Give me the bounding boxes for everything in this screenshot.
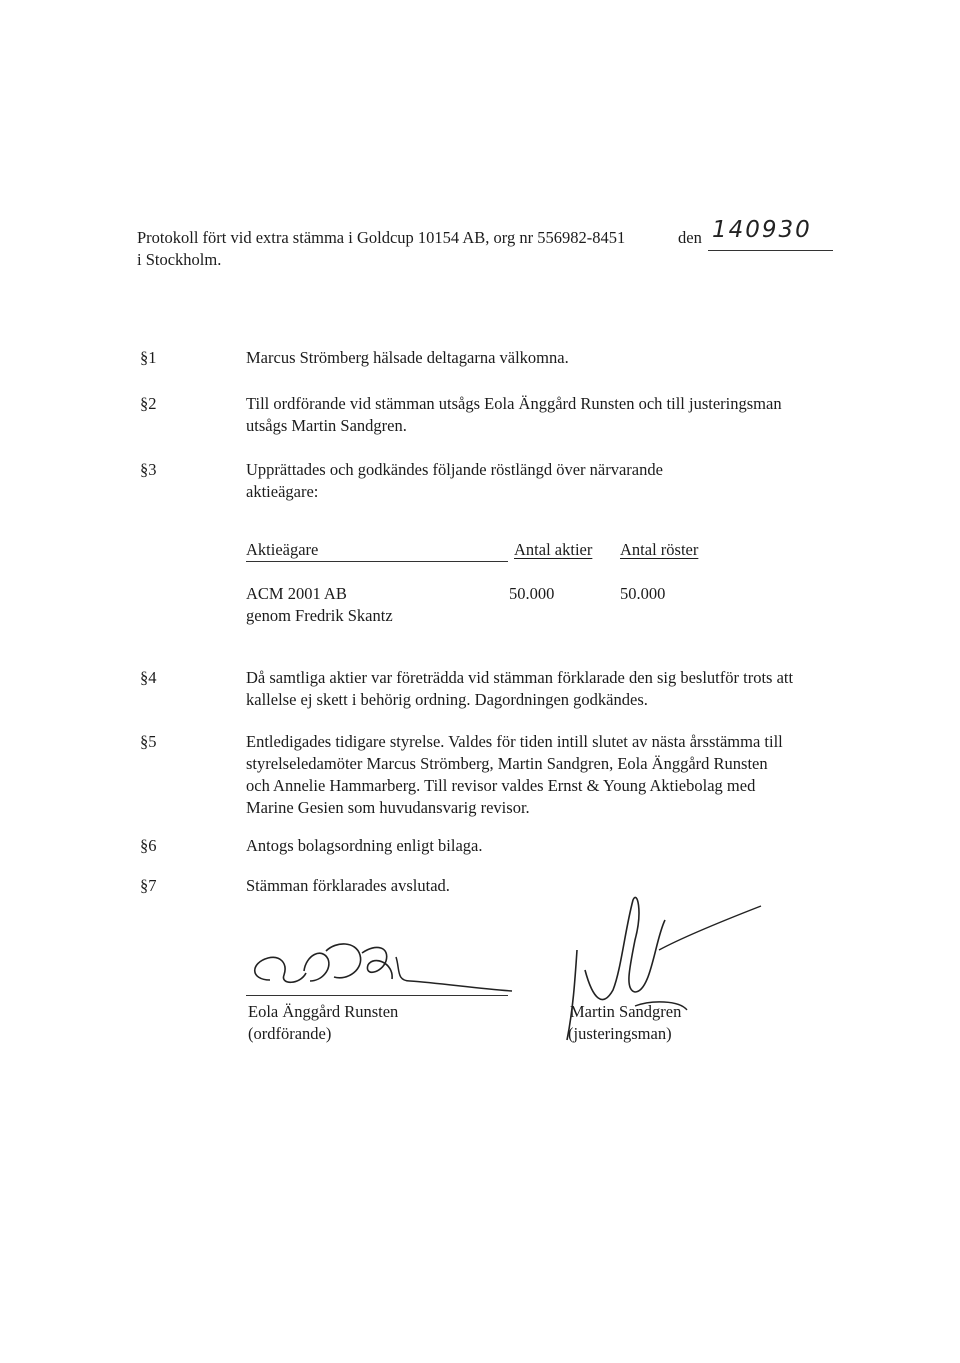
table-header-holder: Aktieägare <box>246 540 319 559</box>
section-text-line: Till ordförande vid stämman utsågs Eola Änggård Runsten och till justeringsman <box>246 394 782 413</box>
section-text-line: aktieägare: <box>246 482 319 501</box>
section-number: §5 <box>140 732 157 751</box>
section-text-line: Marcus Strömberg hälsade deltagarna välkomna. <box>246 348 569 367</box>
section-number: §4 <box>140 668 157 687</box>
section-text-line: Upprättades och godkändes följande röstlängd över närvarande <box>246 460 663 479</box>
table-header-shares: Antal aktier <box>514 540 593 559</box>
table-cell-holder-sub: genom Fredrik Skantz <box>246 606 393 625</box>
table-header-underline <box>246 561 508 562</box>
section-text-line: utsågs Martin Sandgren. <box>246 416 407 435</box>
section-text-line: styrelseledamöter Marcus Strömberg, Martin Sandgren, Eola Änggård Runsten <box>246 754 768 773</box>
section-text-line: och Annelie Hammarberg. Till revisor valdes Ernst & Young Aktiebolag med <box>246 776 756 795</box>
signatory-role: (justeringsman) <box>568 1024 672 1043</box>
table-header-votes: Antal röster <box>620 540 699 559</box>
table-cell-votes: 50.000 <box>620 584 666 603</box>
section-number: §7 <box>140 876 157 895</box>
section-text-line: Stämman förklarades avslutad. <box>246 876 450 895</box>
header-line-2: i Stockholm. <box>137 250 222 269</box>
header-line-1: Protokoll fört vid extra stämma i Goldcup 10154 AB, org nr 556982-8451 <box>137 228 626 247</box>
section-text-line: Då samtliga aktier var företrädda vid stämman förklarade den sig beslutför trots att <box>246 668 794 687</box>
table-cell-shares: 50.000 <box>509 584 555 603</box>
signatory-name: Martin Sandgren <box>570 1002 682 1021</box>
section-text-line: kallelse ej skett i behörig ordning. Dagordningen godkändes. <box>246 690 648 709</box>
header-den: den <box>678 228 702 247</box>
section-text-line: Marine Gesien som huvudansvarig revisor. <box>246 798 530 817</box>
signatory-role: (ordförande) <box>248 1024 332 1043</box>
signature-handwriting-left <box>240 925 520 1005</box>
section-number: §6 <box>140 836 157 855</box>
signatory-name: Eola Änggård Runsten <box>248 1002 399 1021</box>
section-number: §2 <box>140 394 157 413</box>
section-number: §1 <box>140 348 157 367</box>
handwritten-date: 140930 <box>712 217 812 243</box>
table-cell-holder: ACM 2001 AB <box>246 584 347 603</box>
signature-line-left <box>246 995 508 996</box>
section-text-line: Antogs bolagsordning enligt bilaga. <box>246 836 483 855</box>
date-underline <box>708 250 833 251</box>
section-number: §3 <box>140 460 157 479</box>
section-text-line: Entledigades tidigare styrelse. Valdes för tiden intill slutet av nästa årsstämma till <box>246 732 783 751</box>
